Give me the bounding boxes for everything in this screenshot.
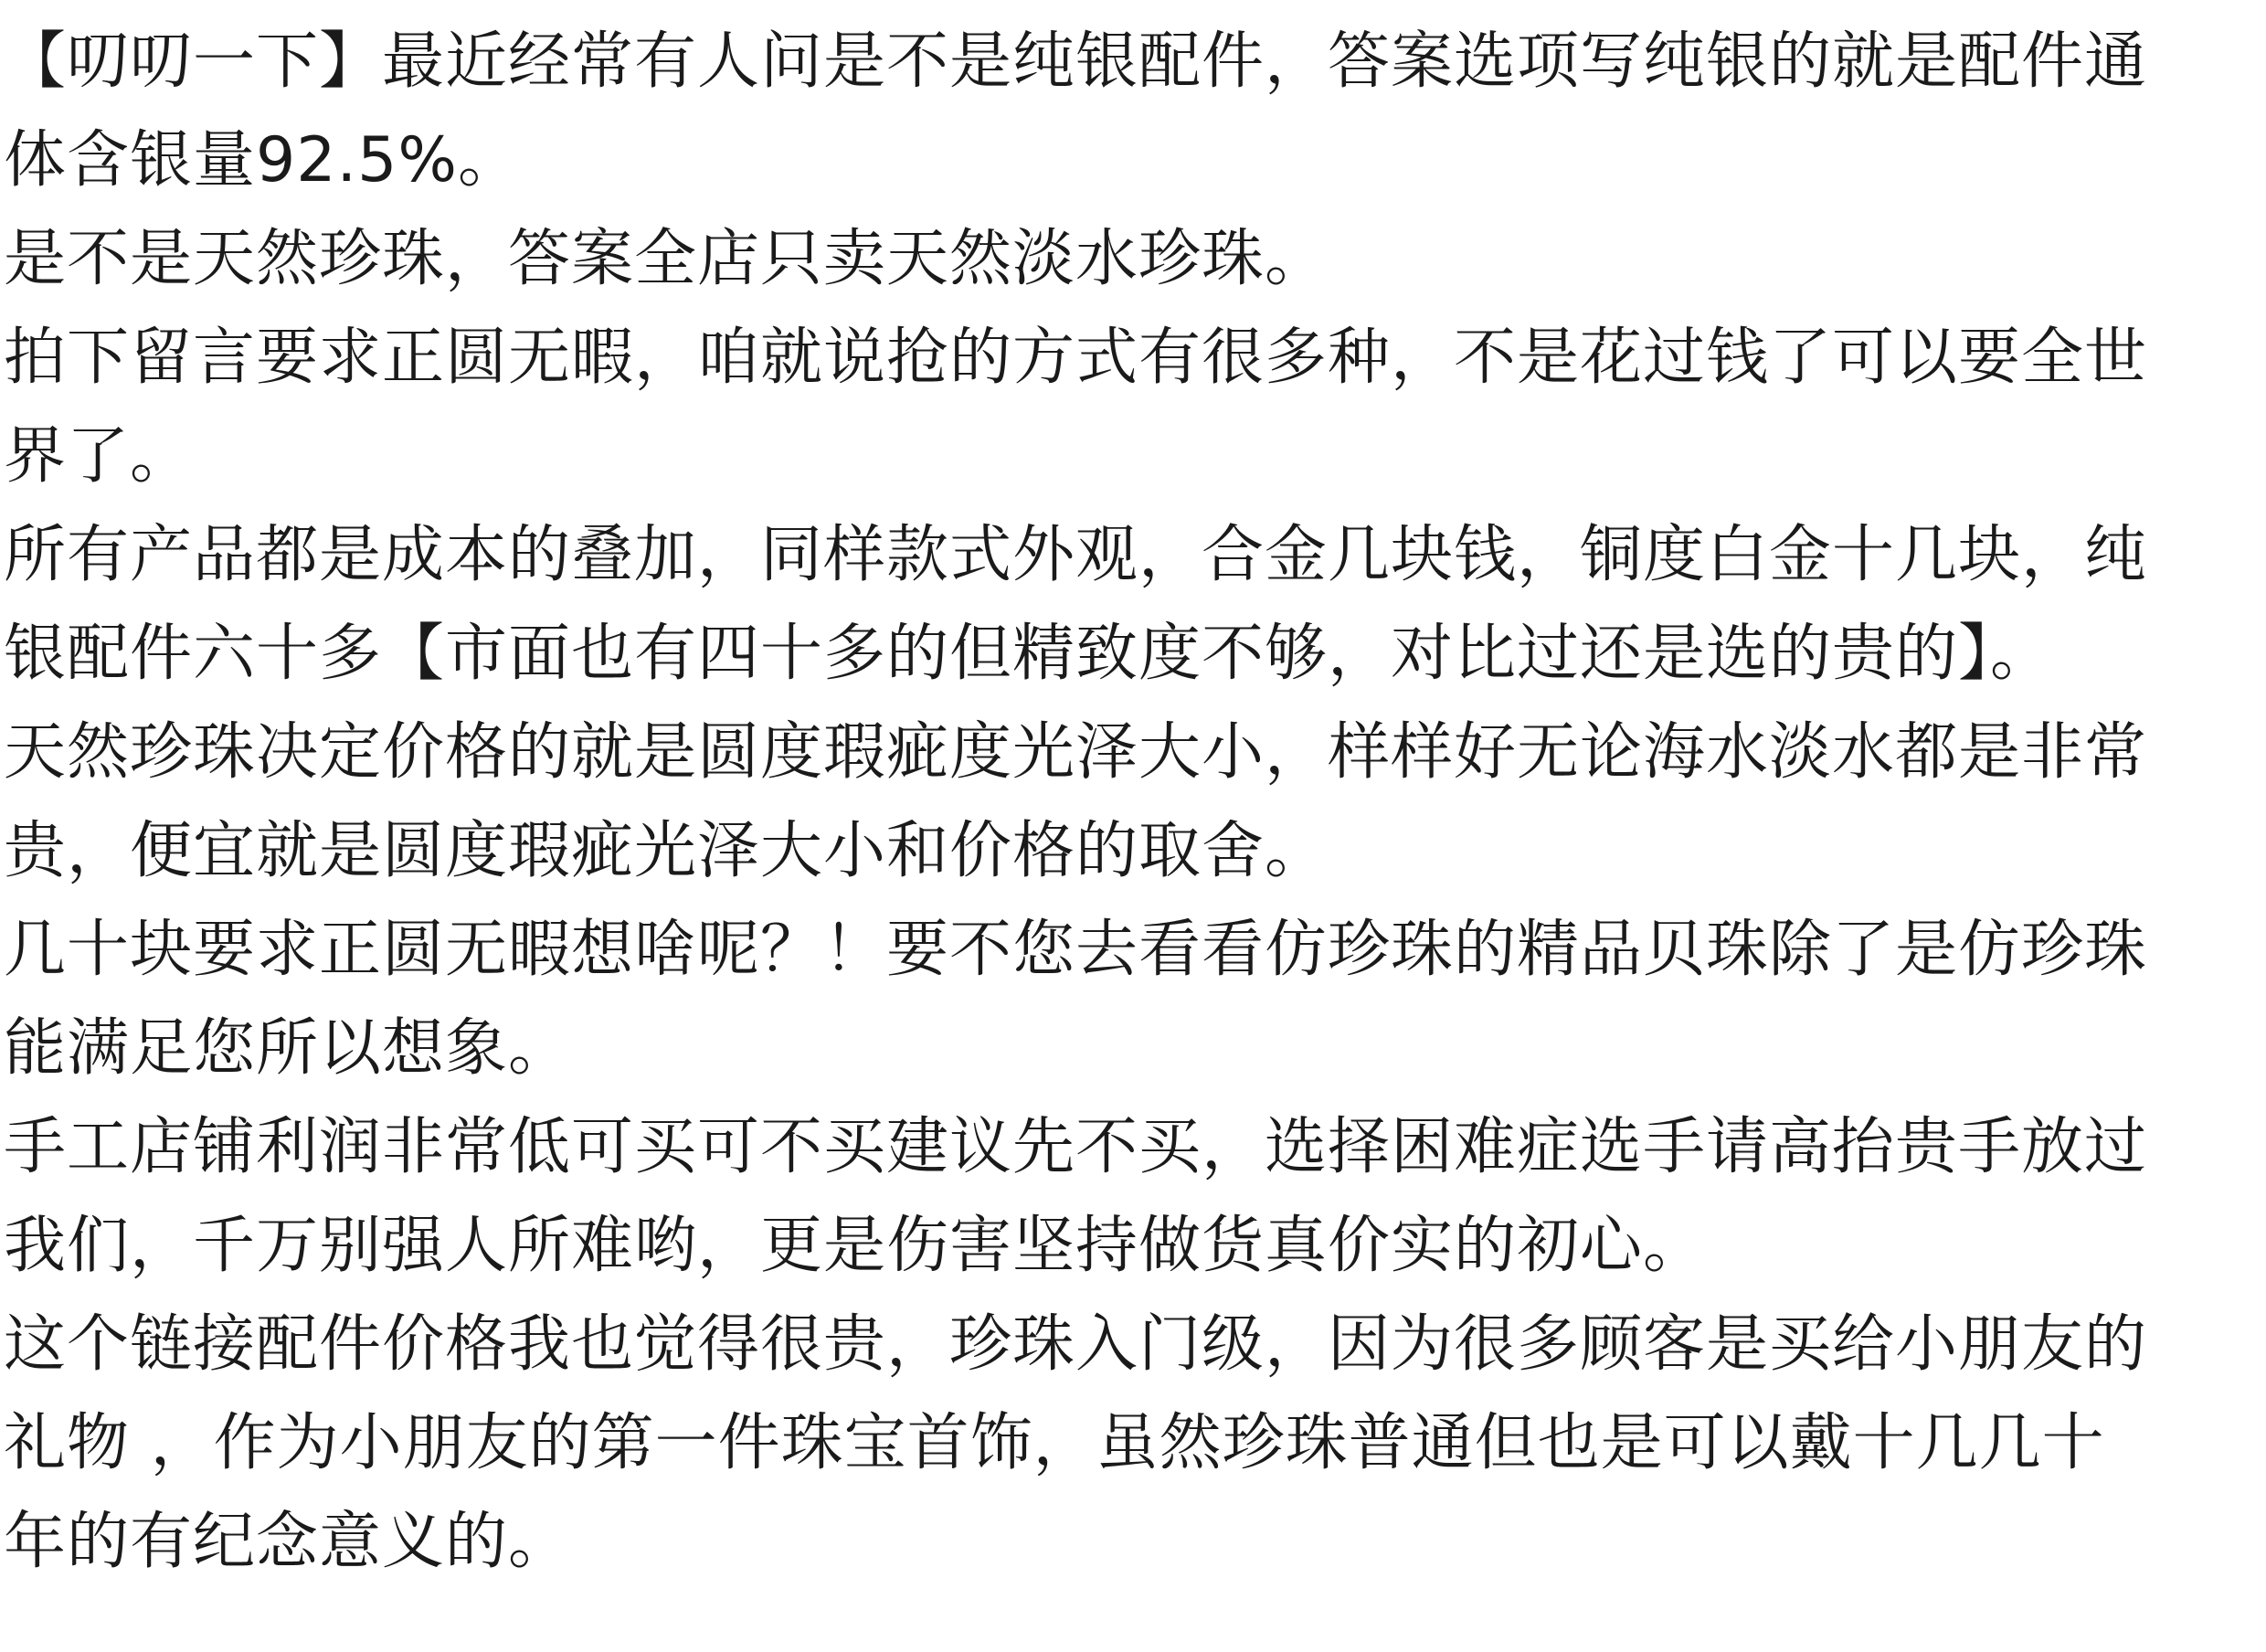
text-line-11: 能满足您所以想象。: [4, 1012, 572, 1085]
text-line-6: 所有产品都是成本的叠加，同样款式外观，合金几块钱，铜度白金十几块，纯: [4, 519, 2148, 591]
text-line-5: 界了。: [4, 420, 194, 492]
text-line-4: 拍下留言要求正圆无暇，咱就说抢的方式有很多种，不是花过钱了可以要全世: [4, 322, 2148, 394]
text-line-1: 【叨叨一下】最近经常有人问是不是纯银配件，答案选项写纯银的就是配件通: [4, 26, 2148, 98]
text-line-13: 我们，千万别强人所难哟，更是伤害坚持做货真价实的初心。: [4, 1210, 1707, 1282]
text-line-10: 几十块要求正圆无暇想啥呢？！要不您去看看仿珍珠的精品贝珠除了是仿珍珠: [4, 914, 2148, 986]
text-line-12: 手工店铺利润非常低可买可不买建议先不买，选择困难症选手请高抬贵手放过: [4, 1111, 2148, 1183]
text-line-15: 礼物 ，作为小朋友的第一件珠宝首饰，虽然珍珠普通但也是可以戴十几几十: [4, 1407, 2105, 1479]
text-line-3: 是不是天然珍珠，答案全店只卖天然淡水珍珠。: [4, 223, 1329, 295]
text-line-9: 贵，便宜就是圆度瑕疵光泽大小和价格的取舍。: [4, 815, 1329, 887]
text-line-2: 体含银量92.5%。: [4, 124, 522, 196]
text-line-8: 天然珍珠决定价格的就是圆度瑕疵度光泽大小，样样好无论海水淡水都是非常: [4, 716, 2148, 789]
text-line-16: 年的有纪念意义的。: [4, 1506, 572, 1578]
text-line-7: 银配件六十多【市面也有四十多的但精致度不够，对比过还是选的贵的】。: [4, 618, 2054, 690]
text-line-14: 这个链接配件价格我也觉得很贵，珍珠入门级，因为很多顾客是买给小朋友的: [4, 1308, 2148, 1381]
